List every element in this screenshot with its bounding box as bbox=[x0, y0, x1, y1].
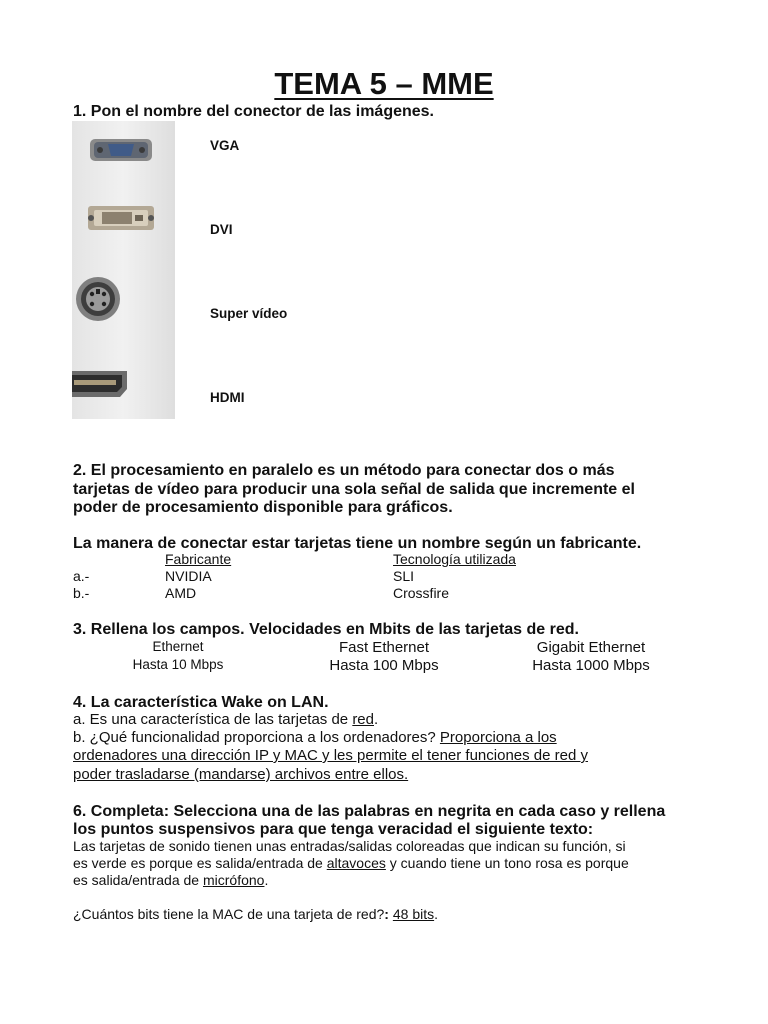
row-a-maker: NVIDIA bbox=[165, 568, 212, 584]
q4-b-prefix: b. ¿Qué funcionalidad proporciona a los ordenadores? bbox=[73, 729, 440, 746]
vga-connector-image bbox=[90, 139, 152, 161]
q6-line-2 bbox=[73, 855, 629, 872]
svideo-connector-image bbox=[76, 277, 120, 321]
speed-col-ethernet-name: Ethernet bbox=[152, 639, 204, 654]
connector-label-vga: VGA bbox=[210, 138, 240, 153]
q2-manner: La manera de conectar estar tarjetas tiene un nombre según un fabricante. bbox=[73, 535, 642, 552]
connector-label-svideo: Super vídeo bbox=[210, 306, 288, 321]
row-a-letter: a.- bbox=[73, 568, 90, 584]
q6-l3-prefix: es salida/entrada de bbox=[73, 872, 203, 888]
mac-suffix: . bbox=[434, 906, 438, 922]
row-a-tech: SLI bbox=[393, 568, 415, 584]
q6-l2-suffix: y cuando tiene un tono rosa es porque bbox=[385, 855, 629, 871]
row-b-tech: Crossfire bbox=[393, 585, 450, 601]
q6-l2-answer: altavoces bbox=[326, 855, 386, 871]
col-header-tecnologia: Tecnología utilizada bbox=[393, 551, 516, 567]
connector-label-hdmi: HDMI bbox=[210, 390, 245, 405]
q6-l3-suffix: . bbox=[264, 872, 269, 888]
q6-line-1: Las tarjetas de sonido tienen unas entradas/salidas coloreadas que indican su función, si bbox=[73, 838, 626, 854]
q6-heading-1: 6. Completa: Selecciona una de las palabras en negrita en cada caso y rellena bbox=[73, 803, 666, 820]
q4-heading: 4. La característica Wake on LAN. bbox=[73, 694, 329, 711]
hdmi-connector-image bbox=[72, 371, 127, 397]
col-header-fabricante: Fabricante bbox=[165, 551, 232, 567]
mac-colon: : bbox=[384, 906, 389, 922]
q4-a bbox=[73, 711, 378, 729]
q4-b-answer-2: ordenadores una dirección IP y MAC y les permite el tener funciones de red y bbox=[73, 747, 588, 764]
connector-photos bbox=[72, 121, 175, 419]
connector-label-dvi: DVI bbox=[210, 222, 233, 237]
q6-heading-2: los puntos suspensivos para que tenga veracidad el siguiente texto: bbox=[73, 821, 594, 838]
q6-line-3 bbox=[73, 872, 268, 889]
q4-a-suffix: . bbox=[374, 711, 379, 728]
mac-question bbox=[73, 906, 438, 923]
q4-a-prefix: a. Es una característica de las tarjetas de bbox=[73, 711, 353, 728]
row-b-letter: b.- bbox=[73, 585, 90, 601]
q3-heading: 3. Rellena los campos. Velocidades en Mbits de las tarjetas de red. bbox=[73, 621, 579, 638]
mac-prefix: ¿Cuántos bits tiene la MAC de una tarjeta de red? bbox=[73, 906, 385, 922]
q2-line-1: 2. El procesamiento en paralelo es un método para conectar dos o más bbox=[73, 462, 615, 479]
speed-col-ethernet-value: Hasta 10 Mbps bbox=[132, 657, 224, 672]
mac-answer: 48 bits bbox=[392, 906, 435, 922]
q6-l2-prefix: es verde es porque es salida/entrada de bbox=[73, 855, 327, 871]
q6-l3-answer: micrófono bbox=[202, 872, 265, 888]
q4-a-answer: red bbox=[352, 711, 374, 728]
row-b-maker: AMD bbox=[165, 585, 197, 601]
speed-col-gigabit-name: Gigabit Ethernet bbox=[536, 639, 646, 656]
q4-b-answer-1: Proporciona a los bbox=[439, 729, 557, 746]
speed-col-fast-value: Hasta 100 Mbps bbox=[329, 657, 439, 674]
q2-line-3: poder de procesamiento disponible para gráficos. bbox=[73, 499, 453, 516]
speed-col-fast-name: Fast Ethernet bbox=[338, 639, 430, 656]
q2-line-2: tarjetas de vídeo para producir una sola señal de salida que incremente el bbox=[73, 481, 635, 498]
q4-b-line-1 bbox=[73, 729, 557, 747]
connector-photo-strip bbox=[72, 121, 175, 419]
q1-heading: 1. Pon el nombre del conector de las imágenes. bbox=[73, 103, 434, 120]
q4-b-answer-3: poder trasladarse (mandarse) archivos entre ellos. bbox=[73, 766, 409, 783]
page-title: TEMA 5 – MME bbox=[274, 66, 494, 101]
speed-col-gigabit-value: Hasta 1000 Mbps bbox=[532, 657, 650, 674]
dvi-connector-image bbox=[88, 206, 154, 230]
